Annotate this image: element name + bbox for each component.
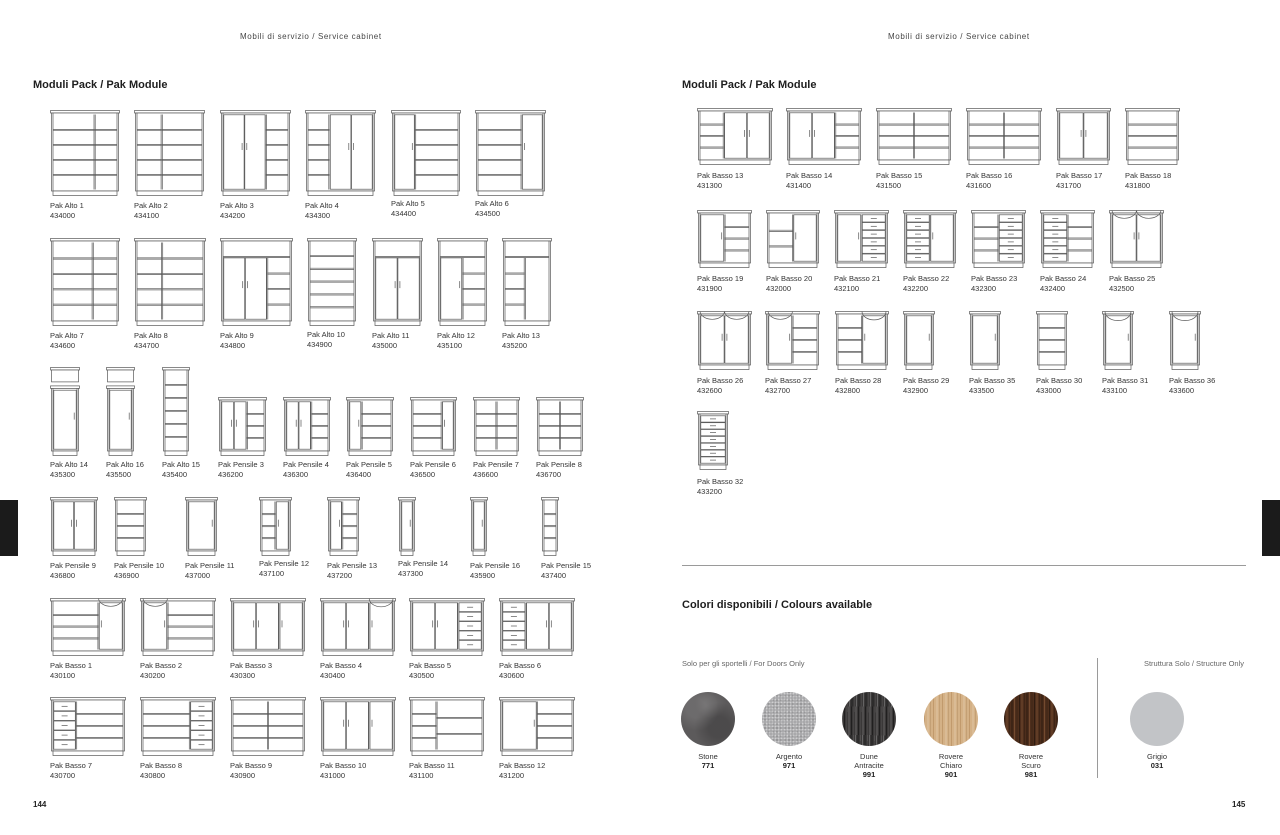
cabinet-drawing bbox=[697, 108, 773, 165]
product-label bbox=[903, 376, 949, 395]
product-label bbox=[230, 761, 272, 780]
product-label bbox=[1040, 274, 1086, 293]
product-label bbox=[259, 559, 309, 578]
product-name: Pak Pensile 12 bbox=[259, 559, 310, 568]
product-name: Pak Pensile 5 bbox=[346, 460, 392, 469]
product-code: 431500 bbox=[876, 180, 902, 190]
product-label bbox=[307, 330, 345, 349]
product-code: 432800 bbox=[835, 385, 861, 395]
product-name: Pak Pensile 8 bbox=[536, 460, 582, 469]
product-label bbox=[162, 460, 200, 479]
product-name: Pak Pensile 11 bbox=[185, 561, 235, 570]
product-name: Pak Basso 1 bbox=[50, 661, 93, 670]
cabinet-drawing bbox=[536, 397, 584, 456]
colour-label bbox=[1001, 752, 1061, 779]
product-name: Pak Basso 13 bbox=[697, 171, 744, 180]
cabinet-drawing bbox=[475, 110, 546, 196]
colour-circle bbox=[924, 692, 978, 746]
colour-name: Grigio bbox=[1146, 752, 1167, 761]
cabinet-drawing bbox=[766, 210, 820, 268]
cabinet-drawing bbox=[499, 598, 575, 656]
product-code: 432100 bbox=[834, 283, 860, 293]
cabinet-drawing bbox=[834, 210, 889, 268]
colour-code: 981 bbox=[1024, 770, 1038, 779]
colour-circle bbox=[842, 692, 896, 746]
product-name: Pak Basso 30 bbox=[1036, 376, 1083, 385]
colour-code: 031 bbox=[1150, 761, 1164, 770]
right-running-header: Mobili di servizio / Service cabinet bbox=[888, 32, 1030, 41]
colour-code: 991 bbox=[862, 770, 876, 779]
product-code: 430900 bbox=[230, 770, 256, 780]
product-label bbox=[409, 661, 451, 680]
product-code: 436400 bbox=[346, 469, 372, 479]
product-code: 433100 bbox=[1102, 385, 1128, 395]
product-name: Pak Alto 4 bbox=[305, 201, 339, 210]
colour-label bbox=[759, 752, 819, 770]
product-label bbox=[1102, 376, 1148, 395]
product-name: Pak Basso 7 bbox=[50, 761, 93, 770]
product-code: 432000 bbox=[766, 283, 792, 293]
product-name: Pak Basso 10 bbox=[320, 761, 367, 770]
cabinet-drawing bbox=[106, 367, 135, 456]
cabinet-drawing bbox=[140, 598, 216, 656]
product-label bbox=[140, 761, 182, 780]
product-label bbox=[134, 201, 168, 220]
cabinet-drawing bbox=[50, 497, 98, 556]
cabinet-drawing bbox=[876, 108, 952, 165]
product-label bbox=[220, 331, 254, 350]
colour-code: 971 bbox=[782, 761, 796, 770]
right-page-number: 145 bbox=[1232, 800, 1246, 809]
product-label bbox=[346, 460, 392, 479]
product-name: Pak Alto 13 bbox=[502, 331, 540, 340]
product-name: Pak Basso 14 bbox=[786, 171, 833, 180]
product-label bbox=[220, 201, 254, 220]
product-label bbox=[391, 199, 425, 218]
product-label bbox=[876, 171, 922, 190]
product-label bbox=[185, 561, 234, 580]
product-label bbox=[765, 376, 811, 395]
product-code: 434100 bbox=[134, 210, 160, 220]
product-label bbox=[697, 376, 743, 395]
product-label bbox=[134, 331, 168, 350]
colour-circle bbox=[1004, 692, 1058, 746]
product-name: Pak Basso 9 bbox=[230, 761, 273, 770]
colour-code: 771 bbox=[701, 761, 715, 770]
product-code: 434400 bbox=[391, 208, 417, 218]
product-code: 433500 bbox=[969, 385, 995, 395]
product-name: Pak Pensile 9 bbox=[50, 561, 96, 570]
cabinet-drawing bbox=[437, 238, 488, 326]
cabinet-drawing bbox=[50, 238, 120, 326]
cabinet-drawing bbox=[971, 210, 1026, 268]
product-label bbox=[697, 274, 743, 293]
structure-only-label: Struttura Solo / Structure Only bbox=[1143, 659, 1244, 668]
colour-swatch-grigio bbox=[1127, 692, 1187, 770]
product-code: 430200 bbox=[140, 670, 166, 680]
product-name: Pak Basso 17 bbox=[1056, 171, 1103, 180]
cabinet-drawing bbox=[409, 598, 485, 656]
product-name: Pak Pensile 13 bbox=[327, 561, 378, 570]
cabinet-drawing bbox=[372, 238, 423, 326]
cabinet-drawing bbox=[50, 110, 120, 196]
product-label bbox=[410, 460, 456, 479]
right-edge-tab bbox=[1262, 500, 1280, 556]
colour-swatch-stone bbox=[678, 692, 738, 770]
cabinet-drawing bbox=[765, 311, 820, 370]
cabinet-drawing bbox=[473, 397, 520, 456]
colour-name: Rovere Chiaro bbox=[938, 752, 964, 770]
cabinet-drawing bbox=[903, 311, 935, 370]
product-label bbox=[834, 274, 880, 293]
cabinet-drawing bbox=[1036, 311, 1068, 370]
product-label bbox=[541, 561, 591, 580]
product-code: 435500 bbox=[106, 469, 132, 479]
right-section-title: Moduli Pack / Pak Module bbox=[682, 79, 817, 91]
cabinet-drawing bbox=[903, 210, 957, 268]
cabinet-drawing bbox=[499, 697, 575, 756]
product-name: Pak Basso 18 bbox=[1125, 171, 1172, 180]
colour-circle bbox=[1130, 692, 1184, 746]
product-code: 434700 bbox=[134, 340, 160, 350]
product-label bbox=[786, 171, 832, 190]
colour-swatch-argento bbox=[759, 692, 819, 770]
cabinet-drawing bbox=[1056, 108, 1111, 165]
product-label bbox=[536, 460, 582, 479]
product-code: 432900 bbox=[903, 385, 929, 395]
cabinet-drawing bbox=[1102, 311, 1134, 370]
cabinet-drawing bbox=[697, 411, 729, 470]
product-label bbox=[1109, 274, 1155, 293]
product-code: 432700 bbox=[765, 385, 791, 395]
product-name: Pak Basso 31 bbox=[1102, 376, 1149, 385]
cabinet-drawing bbox=[134, 110, 205, 196]
product-name: Pak Pensile 6 bbox=[410, 460, 456, 469]
product-name: Pak Basso 20 bbox=[766, 274, 813, 283]
product-label bbox=[499, 761, 545, 780]
section-divider bbox=[682, 565, 1246, 566]
left-edge-tab bbox=[0, 500, 18, 556]
product-code: 435200 bbox=[502, 340, 528, 350]
cabinet-drawing bbox=[230, 598, 306, 656]
product-code: 435300 bbox=[50, 469, 76, 479]
product-name: Pak Pensile 14 bbox=[398, 559, 449, 568]
product-label bbox=[50, 460, 88, 479]
product-label bbox=[473, 460, 519, 479]
product-name: Pak Basso 22 bbox=[903, 274, 950, 283]
cabinet-drawing bbox=[398, 497, 416, 556]
product-name: Pak Basso 3 bbox=[230, 661, 273, 670]
product-name: Pak Basso 29 bbox=[903, 376, 950, 385]
product-code: 437200 bbox=[327, 570, 353, 580]
product-code: 430600 bbox=[499, 670, 525, 680]
cabinet-drawing bbox=[50, 697, 126, 756]
cabinet-drawing bbox=[283, 397, 331, 456]
product-code: 432600 bbox=[697, 385, 723, 395]
product-code: 434500 bbox=[475, 208, 501, 218]
product-label bbox=[320, 761, 366, 780]
cabinet-drawing bbox=[966, 108, 1042, 165]
colour-label bbox=[1127, 752, 1187, 770]
colour-name: Rovere Scuro bbox=[1018, 752, 1044, 770]
product-code: 431400 bbox=[786, 180, 812, 190]
cabinet-drawing bbox=[220, 110, 291, 196]
product-code: 436900 bbox=[114, 570, 140, 580]
product-code: 437100 bbox=[259, 568, 285, 578]
colour-swatch-rovere-chiaro bbox=[921, 692, 981, 779]
colour-label bbox=[921, 752, 981, 779]
product-name: Pak Alto 6 bbox=[475, 199, 509, 208]
product-code: 430100 bbox=[50, 670, 76, 680]
product-code: 432400 bbox=[1040, 283, 1066, 293]
colour-swatch-dune-antracite bbox=[839, 692, 899, 779]
product-name: Pak Pensile 7 bbox=[473, 460, 519, 469]
product-code: 430300 bbox=[230, 670, 256, 680]
product-label bbox=[50, 561, 96, 580]
colour-swatch-rovere-scuro bbox=[1001, 692, 1061, 779]
product-label bbox=[218, 460, 264, 479]
product-label bbox=[50, 761, 92, 780]
product-code: 434600 bbox=[50, 340, 76, 350]
cabinet-drawing bbox=[410, 397, 457, 456]
product-label bbox=[1169, 376, 1215, 395]
product-name: Pak Basso 23 bbox=[971, 274, 1018, 283]
product-code: 431000 bbox=[320, 770, 346, 780]
product-label bbox=[140, 661, 182, 680]
cabinet-drawing bbox=[697, 311, 752, 370]
left-section-title: Moduli Pack / Pak Module bbox=[33, 79, 168, 91]
cabinet-drawing bbox=[259, 497, 292, 556]
cabinet-drawing bbox=[1125, 108, 1180, 165]
cabinet-drawing bbox=[320, 598, 396, 656]
product-name: Pak Alto 3 bbox=[220, 201, 254, 210]
product-name: Pak Basso 12 bbox=[499, 761, 546, 770]
product-code: 436700 bbox=[536, 469, 562, 479]
product-name: Pak Basso 11 bbox=[409, 761, 455, 770]
product-label bbox=[409, 761, 455, 780]
product-name: Pak Pensile 3 bbox=[218, 460, 264, 469]
product-label bbox=[969, 376, 1015, 395]
cabinet-drawing bbox=[1040, 210, 1095, 268]
product-name: Pak Alto 1 bbox=[50, 201, 84, 210]
product-name: Pak Alto 12 bbox=[437, 331, 475, 340]
product-name: Pak Basso 36 bbox=[1169, 376, 1216, 385]
product-name: Pak Basso 5 bbox=[409, 661, 452, 670]
left-page-number: 144 bbox=[33, 800, 47, 809]
cabinet-drawing bbox=[307, 238, 357, 326]
cabinet-drawing bbox=[502, 238, 552, 326]
product-code: 437300 bbox=[398, 568, 424, 578]
product-label bbox=[697, 477, 743, 496]
cabinet-drawing bbox=[140, 697, 216, 756]
product-label bbox=[766, 274, 812, 293]
product-code: 430400 bbox=[320, 670, 346, 680]
product-label bbox=[372, 331, 409, 350]
product-name: Pak Basso 16 bbox=[966, 171, 1013, 180]
product-name: Pak Pensile 16 bbox=[470, 561, 521, 570]
product-code: 430500 bbox=[409, 670, 435, 680]
product-code: 435000 bbox=[372, 340, 398, 350]
product-name: Pak Alto 8 bbox=[134, 331, 168, 340]
cabinet-drawing bbox=[697, 210, 752, 268]
colours-title: Colori disponibili / Colours available bbox=[682, 599, 873, 611]
product-label bbox=[283, 460, 329, 479]
product-code: 434900 bbox=[307, 339, 333, 349]
product-label bbox=[398, 559, 448, 578]
cabinet-drawing bbox=[1109, 210, 1164, 268]
product-code: 436200 bbox=[218, 469, 244, 479]
product-label bbox=[966, 171, 1012, 190]
product-code: 437000 bbox=[185, 570, 211, 580]
product-label bbox=[437, 331, 475, 350]
product-label bbox=[835, 376, 881, 395]
product-name: Pak Alto 9 bbox=[220, 331, 254, 340]
product-code: 437400 bbox=[541, 570, 567, 580]
product-name: Pak Basso 2 bbox=[140, 661, 183, 670]
product-code: 434000 bbox=[50, 210, 76, 220]
product-name: Pak Basso 24 bbox=[1040, 274, 1087, 283]
product-name: Pak Alto 2 bbox=[134, 201, 168, 210]
product-code: 436500 bbox=[410, 469, 436, 479]
cabinet-drawing bbox=[346, 397, 394, 456]
cabinet-drawing bbox=[218, 397, 267, 456]
product-label bbox=[50, 331, 84, 350]
product-code: 431800 bbox=[1125, 180, 1151, 190]
product-code: 434800 bbox=[220, 340, 246, 350]
product-name: Pak Pensile 15 bbox=[541, 561, 592, 570]
product-code: 431600 bbox=[966, 180, 992, 190]
cabinet-drawing bbox=[230, 697, 306, 756]
product-name: Pak Basso 25 bbox=[1109, 274, 1156, 283]
product-name: Pak Basso 28 bbox=[835, 376, 882, 385]
cabinet-drawing bbox=[835, 311, 889, 370]
colour-code: 901 bbox=[944, 770, 958, 779]
product-label bbox=[327, 561, 377, 580]
product-label bbox=[50, 201, 84, 220]
product-name: Pak Basso 27 bbox=[765, 376, 812, 385]
product-code: 430700 bbox=[50, 770, 76, 780]
product-code: 436300 bbox=[283, 469, 309, 479]
cabinet-drawing bbox=[50, 598, 126, 656]
product-name: Pak Basso 19 bbox=[697, 274, 744, 283]
cabinet-drawing bbox=[220, 238, 293, 326]
product-name: Pak Alto 5 bbox=[391, 199, 425, 208]
colour-circle bbox=[681, 692, 735, 746]
product-name: Pak Basso 21 bbox=[834, 274, 881, 283]
cabinet-drawing bbox=[470, 497, 488, 556]
product-name: Pak Alto 16 bbox=[106, 460, 144, 469]
cabinet-drawing bbox=[114, 497, 147, 556]
product-code: 431900 bbox=[697, 283, 723, 293]
cabinet-drawing bbox=[320, 697, 396, 756]
cabinet-drawing bbox=[786, 108, 862, 165]
product-label bbox=[1125, 171, 1171, 190]
product-name: Pak Alto 11 bbox=[372, 331, 410, 340]
cabinet-drawing bbox=[162, 367, 190, 456]
product-label bbox=[1056, 171, 1102, 190]
product-code: 434200 bbox=[220, 210, 246, 220]
colour-name: Stone bbox=[698, 752, 718, 761]
colour-name: Argento bbox=[775, 752, 803, 761]
cabinet-drawing bbox=[969, 311, 1001, 370]
product-label bbox=[697, 171, 743, 190]
product-name: Pak Pensile 4 bbox=[283, 460, 329, 469]
product-name: Pak Basso 32 bbox=[697, 477, 744, 486]
colour-name: Dune Antracite bbox=[854, 752, 884, 770]
product-code: 430800 bbox=[140, 770, 166, 780]
cabinet-drawing bbox=[391, 110, 461, 196]
colour-group-divider bbox=[1097, 658, 1098, 778]
product-label bbox=[971, 274, 1017, 293]
product-label bbox=[230, 661, 272, 680]
product-name: Pak Basso 15 bbox=[876, 171, 923, 180]
product-code: 431700 bbox=[1056, 180, 1082, 190]
product-code: 433600 bbox=[1169, 385, 1195, 395]
product-name: Pak Basso 6 bbox=[499, 661, 542, 670]
product-code: 431100 bbox=[409, 770, 434, 780]
product-label bbox=[114, 561, 164, 580]
product-name: Pak Pensile 10 bbox=[114, 561, 165, 570]
product-label bbox=[305, 201, 339, 220]
cabinet-drawing bbox=[541, 497, 559, 556]
product-code: 436600 bbox=[473, 469, 499, 479]
product-label bbox=[50, 661, 92, 680]
cabinet-drawing bbox=[185, 497, 218, 556]
product-name: Pak Basso 4 bbox=[320, 661, 363, 670]
product-code: 432300 bbox=[971, 283, 997, 293]
product-name: Pak Alto 15 bbox=[162, 460, 200, 469]
cabinet-drawing bbox=[50, 367, 80, 456]
product-code: 436800 bbox=[50, 570, 76, 580]
cabinet-drawing bbox=[409, 697, 485, 756]
product-name: Pak Basso 35 bbox=[969, 376, 1016, 385]
product-label bbox=[475, 199, 509, 218]
cabinet-drawing bbox=[134, 238, 206, 326]
cabinet-drawing bbox=[1169, 311, 1201, 370]
left-running-header: Mobili di servizio / Service cabinet bbox=[240, 32, 382, 41]
product-label bbox=[903, 274, 949, 293]
product-code: 431200 bbox=[499, 770, 525, 780]
product-code: 432200 bbox=[903, 283, 929, 293]
cabinet-drawing bbox=[305, 110, 376, 196]
product-label bbox=[499, 661, 541, 680]
colour-label bbox=[678, 752, 738, 770]
product-name: Pak Basso 8 bbox=[140, 761, 183, 770]
colour-label bbox=[839, 752, 899, 779]
product-code: 433000 bbox=[1036, 385, 1062, 395]
doors-only-label: Solo per gli sportelli / For Doors Only bbox=[682, 659, 805, 668]
product-name: Pak Alto 10 bbox=[307, 330, 345, 339]
cabinet-drawing bbox=[327, 497, 360, 556]
product-code: 431300 bbox=[697, 180, 723, 190]
product-name: Pak Alto 7 bbox=[50, 331, 84, 340]
colour-circle bbox=[762, 692, 816, 746]
product-code: 434300 bbox=[305, 210, 331, 220]
product-code: 435900 bbox=[470, 570, 496, 580]
product-label bbox=[320, 661, 362, 680]
product-code: 435100 bbox=[437, 340, 463, 350]
product-label bbox=[470, 561, 520, 580]
product-code: 435400 bbox=[162, 469, 188, 479]
product-label bbox=[502, 331, 540, 350]
product-name: Pak Basso 26 bbox=[697, 376, 744, 385]
product-label bbox=[1036, 376, 1082, 395]
product-code: 433200 bbox=[697, 486, 723, 496]
product-label bbox=[106, 460, 144, 479]
product-name: Pak Alto 14 bbox=[50, 460, 88, 469]
product-code: 432500 bbox=[1109, 283, 1135, 293]
